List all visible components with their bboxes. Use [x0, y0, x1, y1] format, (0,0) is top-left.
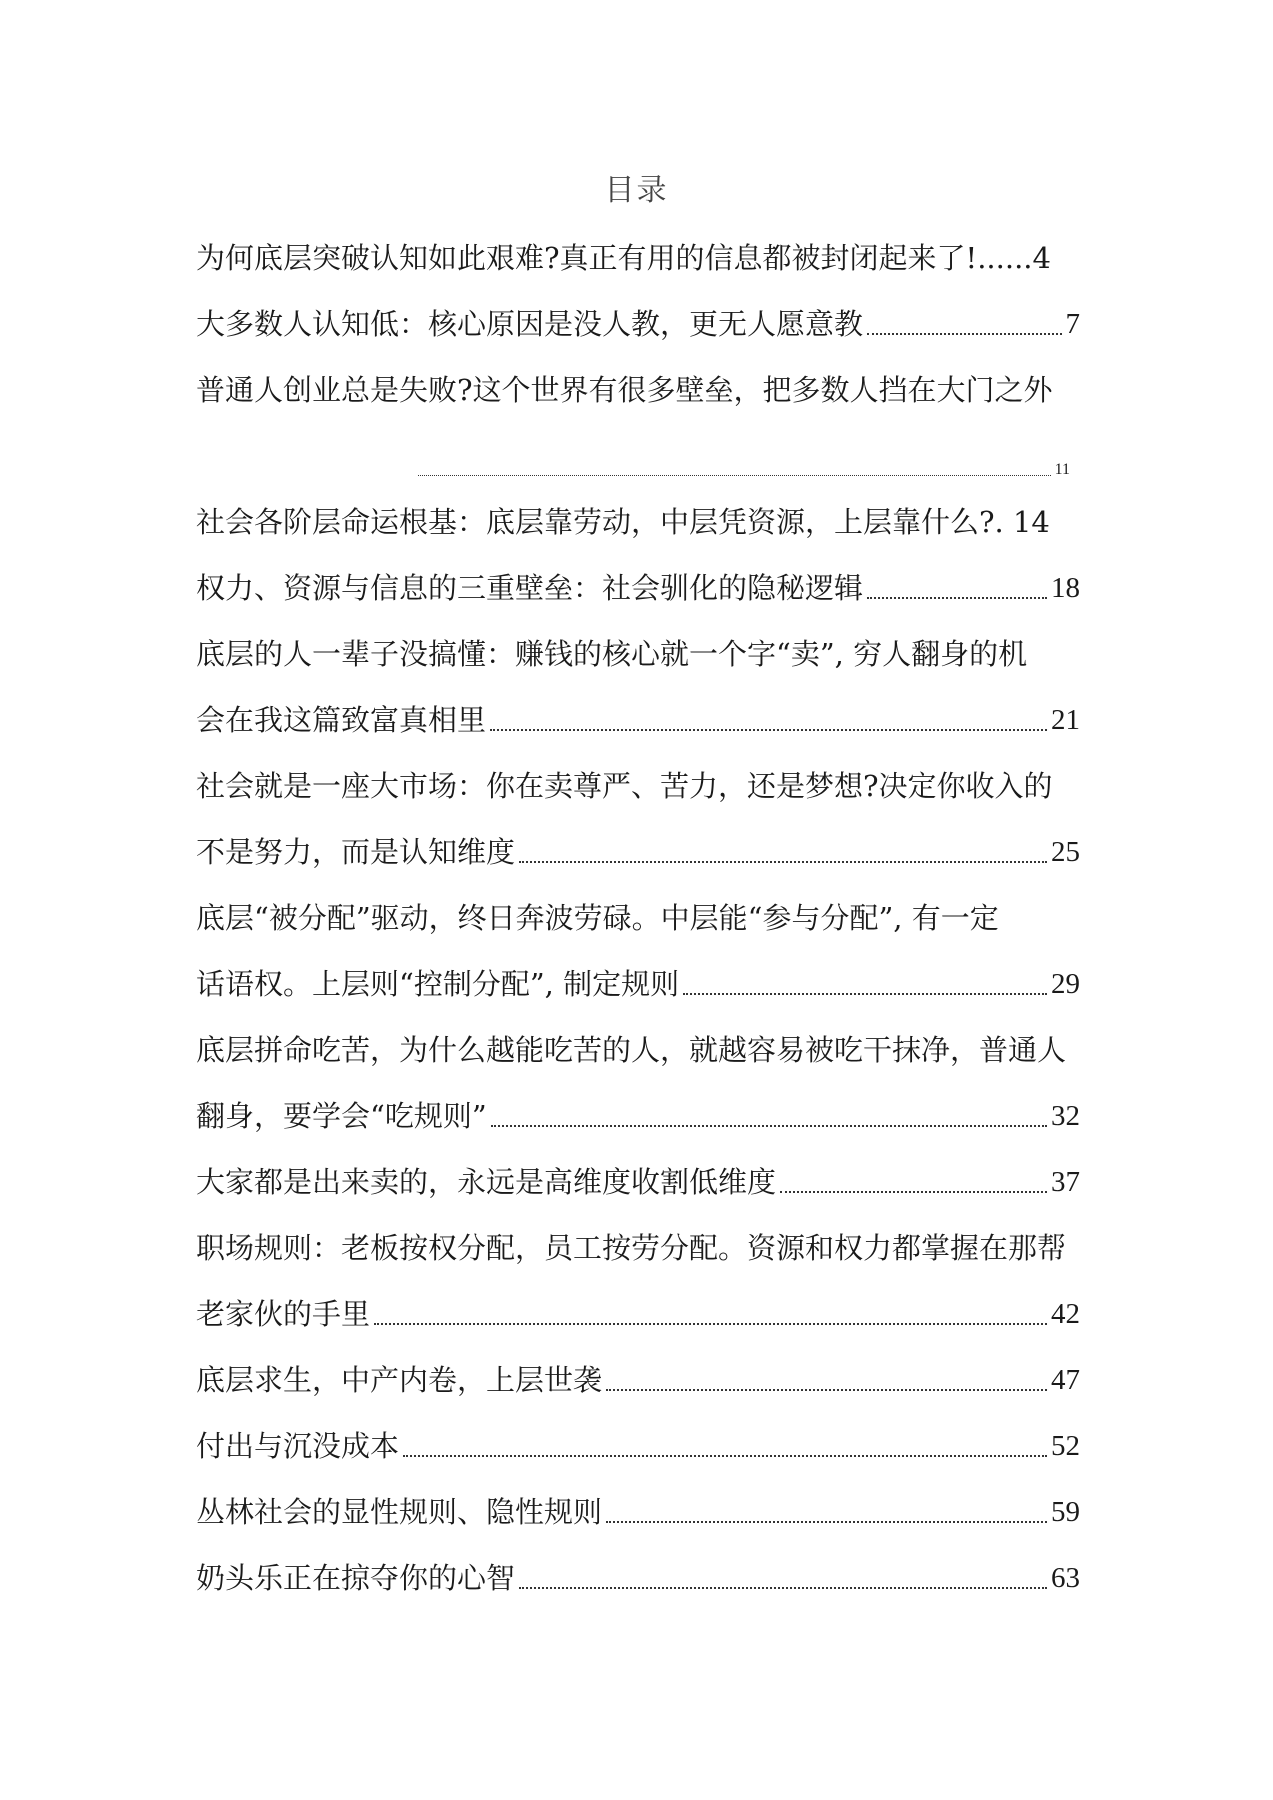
toc-entry-text: 丛林社会的显性规则、隐性规则	[196, 1495, 603, 1529]
toc-entry[interactable]	[196, 896, 1080, 940]
toc-entry-text: 大多数人认知低：核心原因是没人教，更无人愿意教	[196, 307, 864, 341]
toc-entry[interactable]	[196, 1358, 1080, 1402]
toc-entry[interactable]	[196, 632, 1080, 676]
dot-leader	[519, 860, 1047, 863]
dot-leader	[606, 1388, 1047, 1391]
toc-page-number: 29	[1051, 968, 1080, 1000]
toc-page-number: 7	[1065, 308, 1080, 340]
toc-page-number: 59	[1051, 1496, 1080, 1528]
dot-leader	[683, 992, 1047, 995]
toc-page-number: 42	[1051, 1298, 1080, 1330]
toc-entry[interactable]	[196, 1292, 1080, 1336]
toc-entry[interactable]	[196, 566, 1080, 610]
toc-entry[interactable]	[196, 236, 1080, 280]
toc-entry[interactable]	[196, 1556, 1080, 1600]
toc-entry-text: 职场规则：老板按权分配，员工按劳分配。资源和权力都掌握在那帮	[196, 1231, 1067, 1265]
toc-entry[interactable]	[196, 500, 1080, 544]
toc-entry[interactable]	[196, 1028, 1080, 1072]
toc-entry[interactable]	[196, 1094, 1080, 1138]
toc-entry[interactable]	[196, 698, 1080, 742]
dot-leader	[606, 1520, 1047, 1523]
toc-entry[interactable]	[196, 368, 1080, 412]
toc-page-number: 18	[1051, 572, 1080, 604]
dot-leader	[490, 728, 1047, 731]
toc-entry-text: 大家都是出来卖的，永远是高维度收割低维度	[196, 1165, 777, 1199]
toc-entry-text: 老家伙的手里	[196, 1297, 371, 1331]
toc-page-number: 47	[1051, 1364, 1080, 1396]
toc-title: 目录	[604, 173, 669, 208]
toc-entry-text: 普通人创业总是失败?这个世界有很多壁垒，把多数人挡在大门之外	[196, 373, 1053, 407]
toc-entry[interactable]	[196, 1160, 1080, 1204]
toc-entry[interactable]	[196, 302, 1080, 346]
toc-entry-text: 付出与沉没成本	[196, 1429, 400, 1463]
toc-entry-text: 底层“被分配”驱动，终日奔波劳碌。中层能“参与分配”, 有一定	[196, 901, 999, 935]
toc-entry-text: 底层的人一辈子没搞懂：赚钱的核心就一个字“卖”, 穷人翻身的机	[196, 637, 1028, 671]
toc-page-number: 63	[1051, 1562, 1080, 1594]
toc-page-number: 32	[1051, 1100, 1080, 1132]
toc-entry-text: 底层拼命吃苦，为什么越能吃苦的人，就越容易被吃干抹净，普通人	[196, 1033, 1067, 1067]
toc-entry-text: 社会各阶层命运根基：底层靠劳动，中层凭资源，上层靠什么?. 14	[196, 505, 1050, 539]
dot-leader	[867, 596, 1047, 599]
toc-entry-text: 权力、资源与信息的三重壁垒：社会驯化的隐秘逻辑	[196, 571, 864, 605]
toc-entry-text: 翻身，要学会“吃规则”	[196, 1099, 487, 1133]
toc-entry-continuation[interactable]	[414, 458, 1070, 482]
toc-entry-text: 不是努力，而是认知维度	[196, 835, 516, 869]
dot-leader	[519, 1586, 1047, 1589]
toc-entry[interactable]	[196, 962, 1080, 1006]
toc-entry[interactable]	[196, 830, 1080, 874]
toc-entry-text: 话语权。上层则“控制分配”, 制定规则	[196, 967, 680, 1001]
toc-entry-text: 会在我这篇致富真相里	[196, 703, 487, 737]
toc-page-number: 21	[1051, 704, 1080, 736]
dot-leader	[418, 474, 1051, 476]
dot-leader	[867, 332, 1061, 335]
toc-page-number: 37	[1051, 1166, 1080, 1198]
toc-entry-text: 为何底层突破认知如此艰难?真正有用的信息都被封闭起来了!......4	[196, 241, 1051, 275]
dot-leader	[403, 1454, 1047, 1457]
toc-entry[interactable]	[196, 1490, 1080, 1534]
toc-page-number: 52	[1051, 1430, 1080, 1462]
toc-entry-text: 社会就是一座大市场：你在卖尊严、苦力，还是梦想?决定你收入的	[196, 769, 1053, 803]
toc-entry[interactable]	[196, 1424, 1080, 1468]
toc-page-number: 25	[1051, 836, 1080, 868]
toc-entry[interactable]	[196, 1226, 1080, 1270]
dot-leader	[491, 1124, 1047, 1127]
toc-entry-text: 奶头乐正在掠夺你的心智	[196, 1561, 516, 1595]
dot-leader	[374, 1322, 1047, 1325]
dot-leader	[780, 1190, 1047, 1193]
toc-entry[interactable]	[196, 764, 1080, 808]
toc-entry-text: 底层求生，中产内卷，上层世袭	[196, 1363, 603, 1397]
toc-page-number: 11	[1054, 461, 1070, 478]
